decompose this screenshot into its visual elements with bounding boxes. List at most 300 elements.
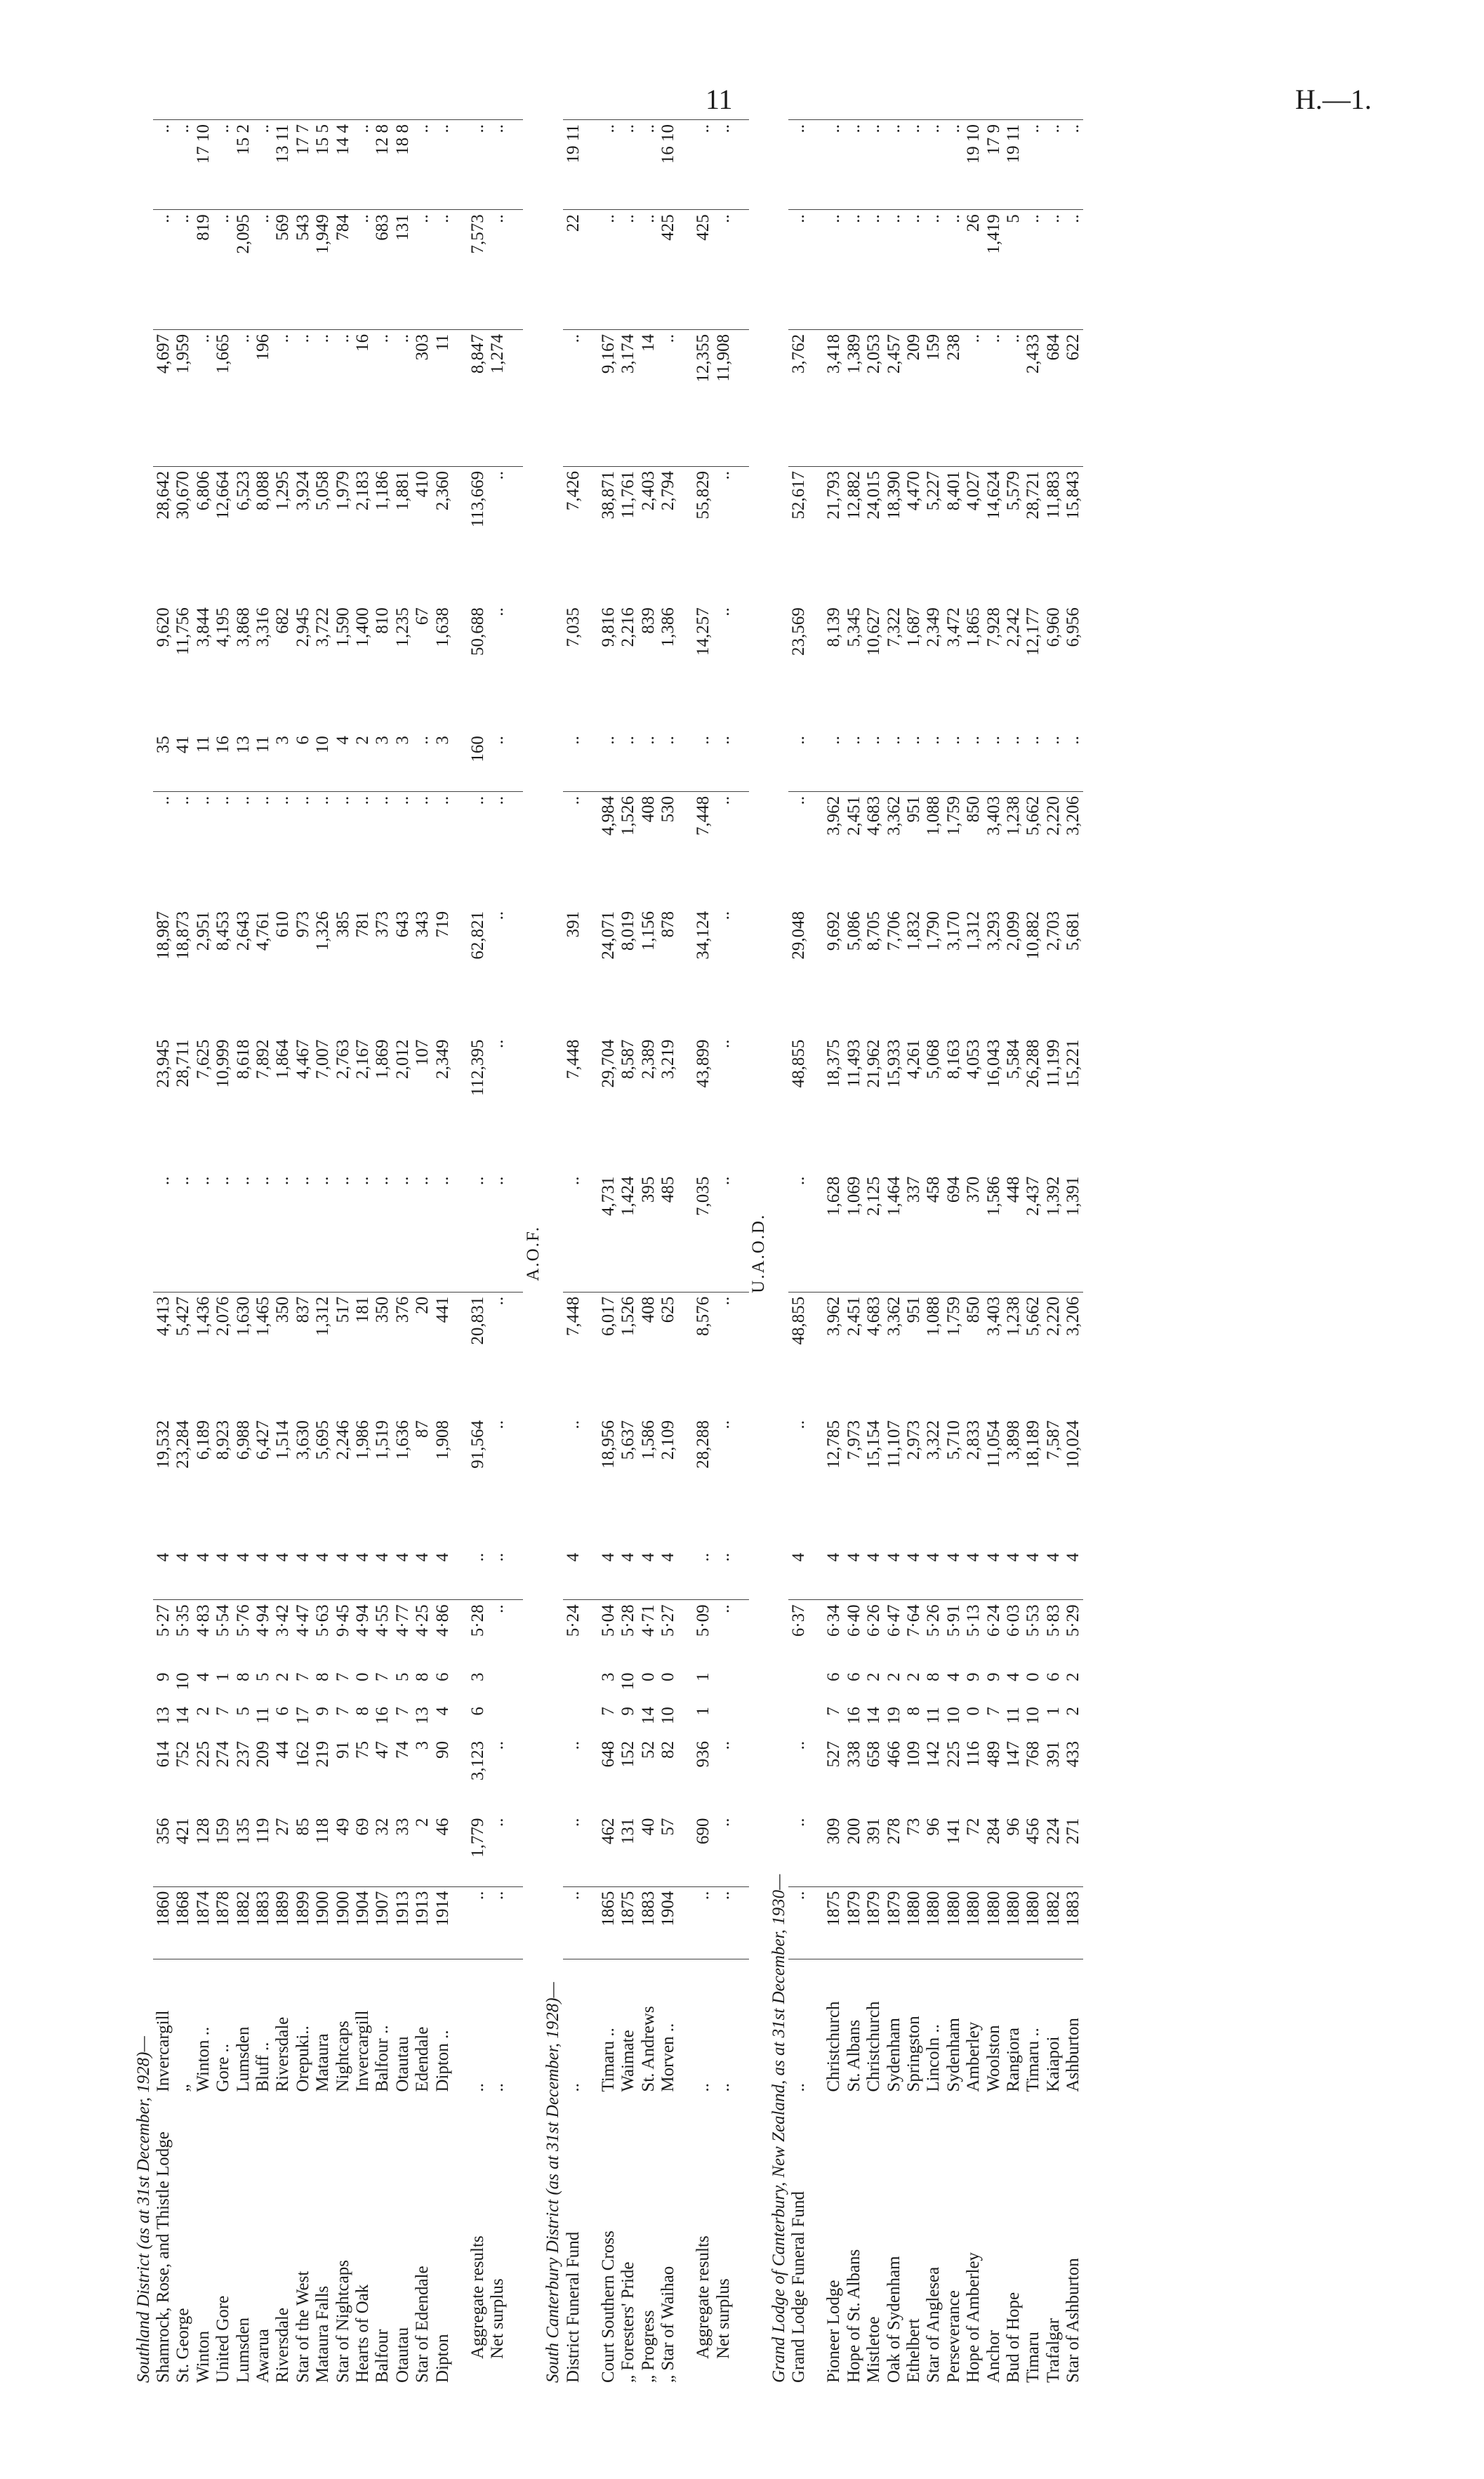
table-cell: .. — [373, 329, 392, 466]
table-cell — [809, 907, 824, 1036]
table-cell: 3 — [413, 1740, 432, 1750]
table-cell: .. — [713, 466, 733, 603]
table-cell: 1880 — [943, 1891, 963, 1926]
table-cell: 4 — [313, 1549, 333, 1600]
table-cell: 82 — [658, 1740, 678, 1759]
table-cell: 1879 — [864, 1891, 884, 1926]
table-cell: 17 10 — [193, 120, 213, 210]
table-cell: 7,573 — [468, 210, 487, 330]
agg-row — [488, 120, 508, 2388]
table-cell: .. — [488, 736, 508, 745]
table-cell: .. — [824, 210, 844, 330]
table-cell: .. — [413, 1176, 432, 1186]
table-cell: 7,706 — [884, 911, 903, 951]
table-cell: 6·26 — [864, 1600, 884, 1668]
table-cell: 7,587 — [1043, 1420, 1063, 1460]
table-cell: .. — [638, 210, 658, 330]
table-cell: Sydenham — [884, 1959, 903, 2096]
table-cell: 839 — [638, 607, 658, 634]
table-cell: 4 — [333, 736, 352, 745]
table-cell: 1,464 — [884, 1176, 903, 1216]
table-cell — [583, 1668, 598, 1703]
table-cell: 1907 — [373, 1891, 392, 1926]
gap-row — [583, 120, 598, 2388]
table-cell: 752 — [173, 1740, 193, 1768]
table-cell — [452, 1416, 468, 1549]
table-cell: .. — [233, 329, 253, 466]
table-cell: 15,221 — [1064, 1039, 1083, 1088]
table-cell: 18 8 — [392, 120, 412, 210]
section-row — [769, 120, 788, 2388]
table-cell: .. — [713, 1891, 733, 1900]
table-cell: 15 5 — [313, 120, 333, 210]
table-cell: Otautau — [392, 2327, 412, 2383]
table-cell: .. — [598, 210, 618, 330]
section-row — [133, 120, 153, 2388]
table-cell: .. — [153, 210, 173, 330]
table-cell: .. — [713, 736, 733, 745]
table-cell: 18,390 — [884, 466, 903, 603]
table-cell — [508, 1172, 523, 1293]
table-cell — [678, 603, 694, 732]
table-cell: 2,833 — [964, 1420, 983, 1460]
table-cell: 10 — [658, 1707, 678, 1725]
table-cell: 4 — [618, 1549, 638, 1600]
table-cell: 3 — [598, 1672, 618, 1681]
table-cell: 3,868 — [233, 607, 253, 647]
table-cell: .. — [924, 736, 943, 745]
table-cell: 23,945 — [154, 1039, 173, 1088]
table-cell: .. — [173, 210, 193, 330]
table-cell: Hope of St. Albans — [844, 2249, 863, 2383]
table-cell — [583, 791, 598, 907]
table-cell: Perseverance — [943, 2290, 963, 2383]
table-cell: 878 — [658, 911, 678, 938]
table-cell: 7,625 — [193, 1039, 213, 1079]
table-cell: 135 — [233, 1814, 253, 1887]
table-cell: Lincoln .. — [924, 1959, 943, 2096]
table-cell: Pioneer Lodge — [824, 2280, 844, 2383]
table-cell: 12 8 — [373, 120, 392, 210]
table-cell — [583, 1959, 598, 2096]
table-cell: St. Andrews — [638, 1959, 658, 2096]
table-cell: 18,375 — [824, 1039, 844, 1088]
table-cell: 4 — [1003, 1549, 1023, 1600]
table-cell: .. — [563, 1420, 583, 1429]
table-cell: 1,949 — [313, 210, 333, 330]
table-cell: 62,821 — [468, 911, 487, 960]
table-cell: Shamrock, Rose, and Thistle Lodge — [154, 2131, 173, 2383]
table-cell — [452, 329, 468, 466]
table-cell: 8,163 — [943, 1039, 963, 1079]
table-cell: 309 — [824, 1814, 844, 1887]
table-cell: 10 — [1023, 1707, 1043, 1725]
table-cell: 1,881 — [392, 466, 412, 603]
table-cell — [809, 1814, 824, 1887]
table-cell: 4·94 — [253, 1600, 272, 1668]
table-cell — [508, 2096, 523, 2387]
table-cell: .. — [253, 120, 272, 210]
table-cell: 74 — [392, 1740, 412, 1759]
table-cell: 3,170 — [943, 911, 963, 951]
table-cell: .. — [413, 736, 432, 745]
table-cell: 1880 — [1003, 1891, 1023, 1926]
table-cell: 5·04 — [598, 1600, 618, 1668]
table-cell: 376 — [392, 1292, 412, 1416]
table-cell: 15,843 — [1063, 466, 1082, 603]
table-cell: .. — [713, 1600, 733, 1668]
table-cell: .. — [713, 1420, 733, 1429]
table-cell: 3,362 — [884, 1292, 903, 1416]
table-cell: 75 — [352, 1740, 372, 1759]
table-cell: .. — [844, 210, 863, 330]
table-cell: 21,793 — [824, 466, 844, 603]
table-cell — [809, 1668, 824, 1703]
table-cell: .. — [313, 329, 333, 466]
table-cell: 28,642 — [153, 466, 173, 603]
table-cell — [809, 1600, 824, 1668]
table-cell: 27 — [273, 1814, 293, 1887]
heading-row — [749, 120, 769, 2388]
table-cell: .. — [352, 1176, 372, 1186]
table-cell: .. — [789, 1740, 809, 1750]
table-cell: 448 — [1003, 1176, 1023, 1203]
table-cell: 4 — [864, 1549, 884, 1600]
table-cell: 8,847 — [468, 329, 487, 466]
table-cell: 3,293 — [983, 911, 1003, 951]
table-cell: 1,590 — [333, 607, 352, 647]
table-cell: .. — [713, 1959, 733, 2096]
table-row — [412, 120, 432, 2388]
table-cell: 1,069 — [844, 1176, 863, 1216]
table-cell: .. — [618, 736, 638, 745]
gap-row — [508, 120, 523, 2388]
table-cell: 3 — [392, 736, 412, 745]
table-cell: 2,109 — [658, 1420, 678, 1460]
table-cell: .. — [153, 791, 173, 907]
table-cell: .. — [1023, 210, 1043, 330]
table-cell: .. — [488, 466, 508, 603]
table-cell: 462 — [598, 1814, 618, 1887]
table-cell: 4,683 — [864, 791, 884, 907]
table-cell: 425 — [694, 210, 713, 330]
table-cell — [809, 329, 824, 466]
table-cell: 1,790 — [924, 911, 943, 951]
table-cell: .. — [789, 1176, 809, 1186]
table-cell: .. — [788, 791, 808, 907]
table-cell: 4,413 — [153, 1292, 173, 1416]
table-cell: .. — [352, 210, 372, 330]
table-cell: .. — [412, 791, 432, 907]
table-cell: 2,099 — [1003, 911, 1023, 951]
table-row — [864, 120, 884, 2388]
table-cell: 303 — [412, 329, 432, 466]
table-cell: 112,395 — [468, 1039, 487, 1096]
table-cell: 5·28 — [618, 1600, 638, 1668]
table-cell: 55,829 — [694, 466, 713, 603]
table-cell: 0 — [638, 1672, 658, 1681]
table-cell: 28,711 — [173, 1039, 193, 1088]
table-row — [884, 120, 903, 2388]
table-cell: .. — [432, 210, 452, 330]
table-cell: Aggregate results — [468, 2235, 487, 2359]
table-cell — [452, 1668, 468, 1703]
table-cell: .. — [213, 210, 233, 330]
table-cell: Star of Nightcaps — [333, 2260, 352, 2383]
table-cell: 5 — [1003, 210, 1023, 330]
table-cell: .. — [713, 607, 733, 616]
table-cell: .. — [563, 1176, 583, 1186]
table-cell: 1,979 — [333, 466, 352, 603]
table-cell — [809, 1737, 824, 1814]
table-cell — [508, 603, 523, 732]
table-cell: Hope of Amberley — [964, 2252, 983, 2383]
table-cell: 543 — [293, 210, 312, 330]
table-cell: 17 7 — [293, 120, 312, 210]
table-cell: 1882 — [1043, 1891, 1063, 1926]
table-cell: 0 — [658, 1672, 678, 1681]
table-cell: 142 — [924, 1740, 943, 1768]
table-cell: 648 — [598, 1740, 618, 1768]
table-cell: 11,054 — [983, 1420, 1003, 1468]
table-cell: 3,322 — [924, 1420, 943, 1460]
table-cell: .. — [598, 120, 618, 210]
table-cell: 2,125 — [864, 1176, 884, 1216]
table-cell: United Gore — [213, 2295, 233, 2383]
table-cell: 1,389 — [844, 329, 863, 466]
table-cell: 4 — [412, 1549, 432, 1600]
table-cell: 30,670 — [173, 466, 193, 603]
table-cell: 14,624 — [983, 466, 1003, 603]
table-cell: 24,071 — [598, 911, 618, 960]
table-row — [658, 120, 677, 2388]
table-cell: .. — [392, 1176, 412, 1186]
table-cell: 4 — [638, 1549, 658, 1600]
table-cell: 3,722 — [313, 607, 333, 647]
table-cell: Bud of Hope — [1003, 2292, 1023, 2383]
table-cell — [508, 1959, 523, 2096]
table-cell: 768 — [1023, 1740, 1043, 1768]
table-cell: .. — [1003, 329, 1023, 466]
table-cell: 625 — [658, 1292, 677, 1416]
table-cell — [678, 791, 694, 907]
table-cell: 48,855 — [789, 1039, 809, 1088]
table-cell: 2,451 — [844, 1292, 863, 1416]
table-cell: .. — [903, 736, 923, 745]
table-cell: 4 — [392, 1549, 412, 1600]
table-cell: 7 — [293, 1672, 312, 1681]
table-row — [173, 120, 193, 2388]
table-cell — [452, 120, 468, 210]
table-cell: .. — [213, 120, 233, 210]
table-cell: 5·76 — [233, 1600, 253, 1668]
table-cell: 6·40 — [844, 1600, 863, 1668]
table-cell — [452, 1172, 468, 1293]
table-cell: 4 — [173, 1549, 193, 1600]
table-cell: 370 — [964, 1176, 983, 1203]
table-cell — [452, 791, 468, 907]
table-cell: 3 — [468, 1672, 487, 1681]
table-cell — [563, 1703, 583, 1737]
table-cell: 1,864 — [273, 1039, 293, 1079]
table-cell — [583, 210, 598, 330]
table-cell: Court Southern Cross — [598, 2230, 618, 2383]
table-cell: .. — [1063, 210, 1082, 330]
table-cell: 23,284 — [173, 1420, 193, 1469]
table-cell — [734, 1814, 749, 1887]
table-cell: 5·53 — [1023, 1600, 1043, 1668]
table-cell — [488, 1703, 508, 1737]
table-cell: 6·47 — [884, 1600, 903, 1668]
table-cell: .. — [154, 1176, 173, 1186]
table-cell: 1914 — [432, 1891, 452, 1926]
table-cell: 17 — [293, 1707, 312, 1725]
table-cell: 8,088 — [253, 466, 272, 603]
table-cell — [508, 1292, 523, 1416]
table-cell: Anchor — [983, 2330, 1003, 2383]
table-cell: 8,019 — [618, 911, 638, 951]
table-cell: 12,882 — [844, 466, 863, 603]
table-cell: 2,242 — [1003, 607, 1023, 647]
table-row — [903, 120, 923, 2388]
table-row — [373, 120, 392, 2388]
table-cell: .. — [193, 791, 213, 907]
table-cell: 433 — [1064, 1740, 1083, 1768]
table-cell: Dipton — [432, 2334, 452, 2383]
table-cell: 9,816 — [598, 607, 618, 647]
table-cell: 12,664 — [213, 466, 233, 603]
table-cell: .. — [713, 120, 733, 210]
table-cell: 694 — [943, 1176, 963, 1203]
table-cell: 4·71 — [638, 1600, 658, 1668]
table-cell: 9 — [313, 1707, 333, 1716]
table-cell: .. — [373, 791, 392, 907]
gap-row — [734, 120, 749, 2388]
table-cell — [809, 732, 824, 791]
table-cell — [508, 1600, 523, 1668]
table-cell: 1,630 — [233, 1292, 253, 1416]
table-cell: 4·86 — [432, 1600, 452, 1668]
table-cell: 2,437 — [1023, 1176, 1043, 1216]
section-title: South Canterbury District (as at 31st December, 1928)— — [543, 1982, 563, 2383]
table-cell: 6,017 — [598, 1292, 618, 1416]
table-cell: 10,882 — [1023, 911, 1043, 960]
table-cell: 1,526 — [618, 791, 638, 907]
table-row — [193, 120, 213, 2388]
table-cell: 458 — [924, 1176, 943, 1203]
table-cell — [583, 329, 598, 466]
table-cell: 18,987 — [154, 911, 173, 960]
table-cell: 5·54 — [213, 1600, 233, 1668]
table-cell: 1880 — [924, 1891, 943, 1926]
table-cell: 8 — [352, 1707, 372, 1716]
table-cell: .. — [903, 210, 923, 330]
table-row — [233, 120, 253, 2388]
table-cell: .. — [563, 1814, 583, 1887]
table-cell — [809, 1549, 824, 1600]
table-cell: 11 — [924, 1707, 943, 1724]
table-cell — [809, 1703, 824, 1737]
table-cell: 489 — [983, 1740, 1003, 1768]
table-cell — [809, 1172, 824, 1293]
table-cell: 10 — [943, 1707, 963, 1725]
table-cell: 7,035 — [563, 607, 583, 647]
table-row — [293, 120, 312, 2388]
table-cell: .. — [713, 791, 733, 907]
table-cell: 1,424 — [618, 1176, 638, 1216]
table-cell: .. — [488, 791, 508, 907]
table-row — [313, 120, 333, 2388]
table-cell — [583, 603, 598, 732]
table-cell: .. — [789, 1891, 809, 1900]
table-cell: .. — [173, 791, 193, 907]
table-cell: .. — [468, 1959, 487, 2096]
table-cell: 5·13 — [963, 1600, 983, 1668]
table-cell: 8,401 — [943, 466, 963, 603]
table-cell: 1904 — [658, 1891, 678, 1926]
table-cell: 33 — [392, 1814, 412, 1887]
table-cell: .. — [713, 1814, 733, 1887]
table-cell: 6,523 — [233, 466, 253, 603]
table-cell: 2,433 — [1023, 329, 1043, 466]
table-cell: 219 — [313, 1740, 333, 1768]
table-cell: 4 — [273, 1549, 293, 1600]
table-cell: Springston — [903, 1959, 923, 2096]
table-cell: Aggregate results — [694, 2235, 713, 2359]
table-cell: 614 — [154, 1740, 173, 1768]
table-cell: 131 — [392, 210, 412, 330]
table-cell: 7,448 — [563, 1039, 583, 1079]
table-cell: 2,076 — [213, 1292, 233, 1416]
table-cell: .. — [293, 791, 312, 907]
table-cell — [583, 1416, 598, 1549]
table-cell: 5·27 — [153, 1600, 173, 1668]
table-cell: 1,986 — [352, 1420, 372, 1460]
table-cell: 1,400 — [352, 607, 372, 647]
table-cell: 16,043 — [983, 1039, 1003, 1088]
table-cell: 107 — [413, 1039, 432, 1066]
table-cell: 4,984 — [598, 791, 618, 907]
table-cell: 96 — [924, 1814, 943, 1887]
table-cell: 3 — [432, 736, 452, 745]
table-cell: Grand Lodge Funeral Fund — [789, 2191, 809, 2383]
table-cell — [678, 210, 694, 330]
table-cell: .. — [658, 329, 677, 466]
table-cell — [508, 466, 523, 603]
table-cell: .. — [253, 791, 272, 907]
table-cell: 4,731 — [598, 1176, 618, 1216]
table-cell: Ashburton — [1063, 1959, 1082, 2096]
table-cell: 2 — [352, 736, 372, 745]
table-row — [844, 120, 863, 2388]
table-cell: 425 — [658, 210, 677, 330]
table-cell: 14 — [638, 1707, 658, 1725]
table-cell: 3,316 — [253, 607, 273, 647]
table-cell: .. — [313, 1176, 333, 1186]
table-cell: .. — [488, 1039, 508, 1049]
table-cell: 4 — [193, 1672, 213, 1681]
table-cell: 3,630 — [293, 1420, 312, 1460]
table-cell: .. — [618, 210, 638, 330]
gap-row — [452, 120, 468, 2388]
table-cell — [452, 1549, 468, 1600]
table-cell: 1,156 — [638, 911, 658, 951]
table-cell — [713, 1703, 733, 1737]
table-cell — [583, 1600, 598, 1668]
table-cell: 0 — [1023, 1672, 1043, 1681]
table-cell: 10 — [313, 736, 333, 754]
table-cell — [734, 907, 749, 1036]
